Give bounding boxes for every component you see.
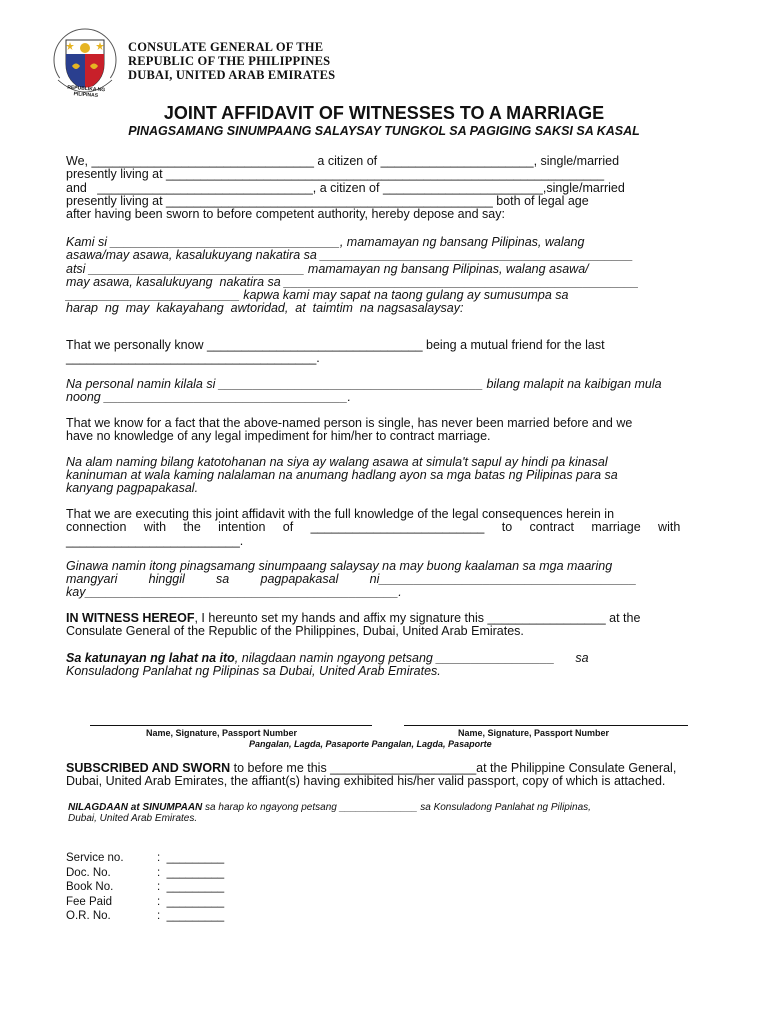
subscribed-bold: SUBSCRIBED AND SWORN — [66, 761, 231, 775]
subscribed-rest: to before me this _____________________at the Philippine Consulate General, — [230, 761, 677, 775]
header-line-3: DUBAI, UNITED ARAB EMIRATES — [128, 68, 336, 82]
para4-fil-line-2: mangyari hinggil sa pagpapakasal ni_____________________________________ — [66, 572, 637, 586]
para4-line-3: _________________________. — [66, 534, 244, 548]
witness-fil-line-2: Konsuladong Panlahat ng Pilipinas sa Dubai, United Arab Emirates. — [66, 664, 441, 678]
para1-fil-line-1: Kami si _________________________________, mamamayan ng bansang Pilipinas, walang — [66, 235, 585, 249]
witness-bold: IN WITNESS HEREOF — [66, 611, 195, 625]
nilagdaan-rest: sa harap ko ngayong petsang ______________ sa Konsuladong Panlahat ng Pilipinas, — [202, 802, 591, 813]
para1-fil-line-5: _________________________ kapwa kami may sapat na taong gulang ay sumusumpa sa — [66, 288, 569, 302]
para1-fil-line-6: harap ng may kakayahang awtoridad, at taimtim na nagsasalaysay: — [66, 301, 464, 315]
para1-fil-line-4: may asawa, kasalukuyang nakatira sa ___________________________________________________ — [66, 275, 639, 289]
service-label: Service no. — [66, 852, 124, 864]
document-subtitle: PINAGSAMANG SINUMPAANG SALAYSAY TUNGKOL SA PAGIGING SAKSI SA KASAL — [128, 124, 640, 138]
para1-fil-line-3: atsi _______________________________ mamamayan ng bansang Pilipinas, walang asawa/ — [66, 262, 589, 276]
para2-line-1: That we personally know _______________________________ being a mutual friend for the last — [66, 338, 605, 352]
para3-line-1: That we know for a fact that the above-named person is single, has never been married before and we — [66, 416, 633, 430]
seal-banner-text: REPUBLIKA NG PILIPINAS — [67, 84, 106, 99]
signature-label-right: Name, Signature, Passport Number — [458, 728, 610, 738]
para3-fil-line-2: kaninuman at wala kaming nalalaman na anumang hadlang ayon sa mga batas ng Pilipinas para sa — [66, 468, 618, 482]
para4-line-1: That we are executing this joint affidavit with the full knowledge of the legal consequences herein in — [66, 507, 615, 521]
header-line-1: CONSULATE GENERAL OF THE — [128, 40, 324, 54]
service-label: O.R. No. — [66, 910, 111, 922]
service-value: : _________ — [157, 895, 225, 908]
service-value: : _________ — [157, 866, 225, 879]
para3-fil-line-3: kanyang pagpapakasal. — [66, 481, 199, 495]
para3-fil-line-1: Na alam naming bilang katotohanan na siya ay walang asawa at simula't sapul ay hindi pa kinasal — [66, 455, 608, 469]
nilagdaan-line-2: Dubai, United Arab Emirates. — [68, 813, 198, 824]
document-title: JOINT AFFIDAVIT OF WITNESSES TO A MARRIAGE — [163, 103, 605, 123]
witness-rest: , I hereunto set my hands and affix my signature this _________________ at the — [194, 611, 641, 625]
para2-line-2: ____________________________________. — [66, 351, 320, 365]
service-label: Book No. — [66, 881, 114, 893]
signature-line-right — [404, 725, 688, 726]
para2-fil-line-2: noong ___________________________________. — [66, 390, 352, 404]
para4-fil-line-3: kay_____________________________________________. — [66, 585, 402, 599]
para1-line-2: presently living at _______________________________________________________________ — [66, 167, 605, 181]
subscribed-line-2: Dubai, United Arab Emirates, the affiant(s) having exhibited his/her valid passport, copy of which is attached. — [66, 774, 666, 788]
service-value: : _________ — [157, 910, 225, 922]
service-value: : _________ — [157, 852, 225, 864]
signature-line-left — [90, 725, 372, 726]
witness-fil-rest: , nilagdaan namin ngayong petsang _________________ sa — [234, 651, 589, 665]
para1-line-5: after having been sworn to before competent authority, hereby depose and say: — [66, 207, 505, 221]
para1-fil-line-2: asawa/may asawa, kasalukuyang nakatira sa _____________________________________________ — [66, 248, 634, 262]
service-label: Doc. No. — [66, 866, 111, 879]
signature-label-filipino: Pangalan, Lagda, Pasaporte Pangalan, Lagda, Pasaporte — [249, 739, 492, 749]
service-label: Fee Paid — [66, 895, 113, 908]
witness-line-2: Consulate General of the Republic of the Philippines, Dubai, United Arab Emirates. — [66, 624, 524, 638]
para4-fil-line-1: Ginawa namin itong pinagsamang sinumpaang salaysay na may buong kaalaman sa mga maaring — [66, 559, 613, 573]
para2-fil-line-1: Na personal namin kilala si ______________________________________ bilang malapit na kaibigan mula — [66, 377, 662, 391]
para3-line-2: have no knowledge of any legal impediment for him/her to contract marriage. — [66, 429, 491, 443]
header-line-2: REPUBLIC OF THE PHILIPPINES — [128, 54, 331, 68]
para1-line-1: We, ________________________________ a citizen of ______________________, single/married — [66, 154, 620, 168]
nilagdaan-bold: NILAGDAAN at SINUMPAAN — [68, 802, 203, 813]
para1-line-4: presently living at _______________________________________________ both of legal age — [66, 194, 589, 208]
service-value: : _________ — [157, 881, 225, 893]
para4-line-2: connection with the intention of _________________________ to contract marriage with — [66, 520, 681, 534]
nilagdaan-line-1 — [68, 802, 591, 813]
witness-fil-bold: Sa katunayan ng lahat na ito — [66, 651, 235, 665]
para1-line-3: and _______________________________, a citizen of _______________________,single/married — [66, 181, 625, 195]
signature-label-left: Name, Signature, Passport Number — [146, 728, 298, 738]
philippine-seal-logo — [52, 26, 118, 102]
